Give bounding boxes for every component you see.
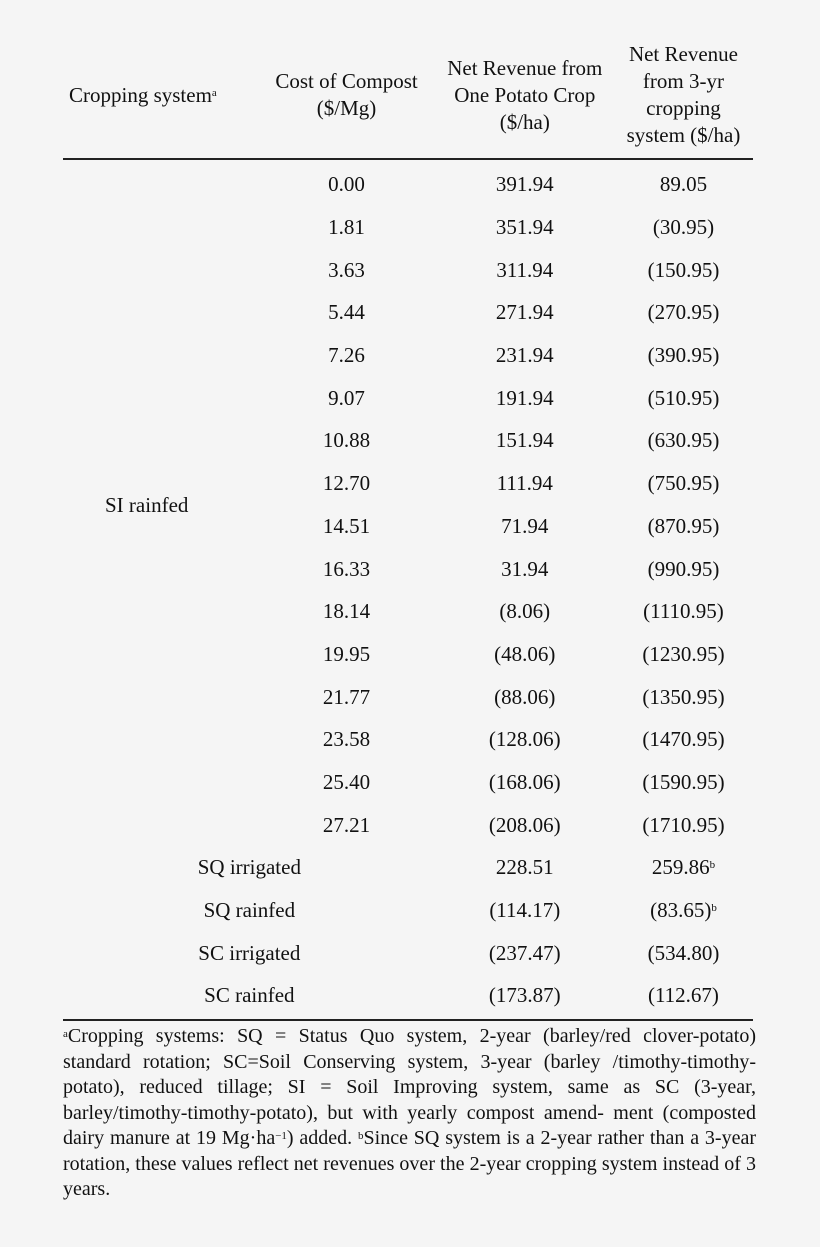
cost-cell: 9.07 — [328, 385, 365, 410]
net-revenue-one-cell: 311.94 — [496, 257, 554, 282]
net-revenue-three-value: (112.67) — [647, 983, 719, 1008]
net-revenue-three-cell — [614, 846, 753, 889]
footnote-a-text: Cropping systems: SQ = Status Quo system, 2-year (barley/red clover-potato) standard rotation; SC=Soil Conserving system, 3-year (barley /timothy-timothy-potato), reduced tillage; SI = Soil Improving system, same as SC (3-year, barley/timothy-timothy-potato), but with yearly compost amend- ment (composted dairy manure at 19 Mg·ha — [63, 1025, 756, 1149]
net-revenue-one-cell: (114.17) — [489, 898, 561, 923]
net-revenue-one-cell: (237.47) — [488, 940, 561, 965]
header-net-revenue-three-year — [614, 38, 753, 159]
net-revenue-three-cell: (1470.95) — [642, 727, 725, 752]
cost-cell: 12.70 — [322, 471, 371, 496]
net-revenue-three-cell: (1350.95) — [642, 684, 725, 709]
cost-cell: 25.40 — [322, 769, 371, 794]
table-row — [63, 974, 753, 1020]
net-revenue-one-cell: 31.94 — [501, 556, 549, 581]
table-footnote — [63, 1024, 756, 1203]
cost-cell: 27.21 — [322, 812, 371, 837]
footnote-b-marker: b — [709, 859, 716, 872]
revenue-table — [63, 38, 753, 1021]
cost-cell: 18.14 — [322, 599, 371, 624]
cost-cell: 0.00 — [328, 172, 365, 197]
net-revenue-three-cell: (990.95) — [647, 556, 720, 581]
cropping-system-cell: SI rainfed — [105, 492, 189, 517]
cropping-system-cell: SC irrigated — [198, 940, 301, 965]
net-revenue-one-cell: 151.94 — [495, 428, 554, 453]
net-revenue-three-cell: (390.95) — [647, 343, 720, 368]
header-line: cropping — [646, 96, 721, 120]
table-row — [63, 889, 753, 932]
footnote-a-marker: a — [211, 86, 217, 99]
revenue-table-container — [63, 38, 753, 1021]
cropping-system-cell: SQ rainfed — [203, 898, 296, 923]
net-revenue-one-cell: 71.94 — [501, 513, 549, 538]
cropping-system-cell: SC rainfed — [63, 974, 436, 1020]
footnote-b-marker: b — [358, 1130, 364, 1142]
net-revenue-one-cell: (128.06) — [488, 727, 561, 752]
header-line: Net Revenue from — [447, 55, 603, 80]
net-revenue-three-cell — [614, 974, 753, 1020]
cost-cell: 5.44 — [328, 300, 365, 325]
header-line: One Potato Crop — [454, 82, 596, 107]
footnote-a-marker: a — [63, 1028, 68, 1040]
net-revenue-three-cell: 89.05 — [659, 172, 708, 197]
header-row — [63, 38, 753, 159]
net-revenue-one-cell: 191.94 — [495, 385, 554, 410]
cost-cell: 23.58 — [322, 727, 371, 752]
header-line: from 3-yr — [642, 69, 724, 93]
net-revenue-three-cell: (1230.95) — [642, 641, 725, 666]
net-revenue-three-cell: (750.95) — [647, 471, 720, 496]
net-revenue-one-cell: 231.94 — [495, 343, 554, 368]
footnote-a-tail: ) added. — [286, 1127, 359, 1149]
header-cropping-system-text: Cropping system — [69, 82, 212, 107]
cost-cell: 10.88 — [322, 428, 371, 453]
cost-cell: 3.63 — [328, 257, 365, 282]
net-revenue-three-cell: (270.95) — [647, 300, 720, 325]
cost-cell: 19.95 — [322, 641, 371, 666]
net-revenue-three-value: 259.86 — [651, 855, 710, 880]
cost-cell: 21.77 — [322, 684, 371, 709]
footnote-b-text: Since SQ system is a 2-year rather than a 3-year rotation, these values reflect net revenues over the 2-year cropping system instead of 3 years. — [63, 1127, 756, 1200]
net-revenue-one-cell: 351.94 — [495, 215, 554, 240]
table-row — [63, 846, 753, 889]
net-revenue-three-value: (83.65) — [650, 898, 712, 923]
header-net-revenue-one-crop — [436, 38, 614, 159]
cost-cell: 1.81 — [328, 215, 365, 240]
header-cost-of-compost — [257, 38, 435, 159]
cropping-system-cell: SQ irrigated — [197, 855, 301, 880]
table-body — [63, 159, 753, 1020]
net-revenue-three-cell: (1110.95) — [643, 599, 724, 624]
net-revenue-three-cell — [614, 889, 753, 932]
header-line: ($/Mg) — [316, 96, 377, 120]
net-revenue-one-cell: (8.06) — [499, 599, 551, 624]
net-revenue-one-cell: (173.87) — [436, 974, 614, 1020]
cost-cell: 7.26 — [328, 343, 365, 368]
net-revenue-one-cell: (48.06) — [494, 641, 556, 666]
net-revenue-one-cell: 228.51 — [495, 855, 554, 880]
table-row — [63, 159, 753, 206]
footnote-b-marker: b — [711, 902, 717, 915]
net-revenue-one-cell: 271.94 — [495, 300, 554, 325]
cost-cell: 14.51 — [322, 513, 371, 538]
net-revenue-one-cell: (168.06) — [488, 769, 561, 794]
header-line: Cost of Compost — [275, 69, 418, 93]
net-revenue-three-cell: (1590.95) — [642, 769, 725, 794]
net-revenue-one-cell: (208.06) — [488, 812, 561, 837]
net-revenue-one-cell: 111.94 — [496, 471, 553, 496]
net-revenue-one-cell: 391.94 — [495, 172, 554, 197]
table-row — [63, 931, 753, 974]
net-revenue-three-cell: (30.95) — [652, 215, 715, 240]
header-line: system ($/ha) — [626, 123, 741, 147]
net-revenue-one-cell: (88.06) — [494, 684, 556, 709]
net-revenue-three-cell: (510.95) — [647, 385, 720, 410]
cost-cell: 16.33 — [322, 556, 371, 581]
net-revenue-three-cell: (150.95) — [647, 257, 720, 282]
unit-exponent: −1 — [275, 1130, 287, 1142]
net-revenue-three-cell — [614, 931, 753, 974]
net-revenue-three-value: (534.80) — [647, 940, 720, 965]
net-revenue-three-cell: (630.95) — [647, 428, 720, 453]
header-line: ($/ha) — [499, 109, 550, 134]
net-revenue-three-cell: (1710.95) — [642, 812, 725, 837]
header-cropping-system — [63, 38, 257, 159]
net-revenue-three-cell: (870.95) — [647, 513, 720, 538]
header-line: Net Revenue — [628, 42, 738, 66]
